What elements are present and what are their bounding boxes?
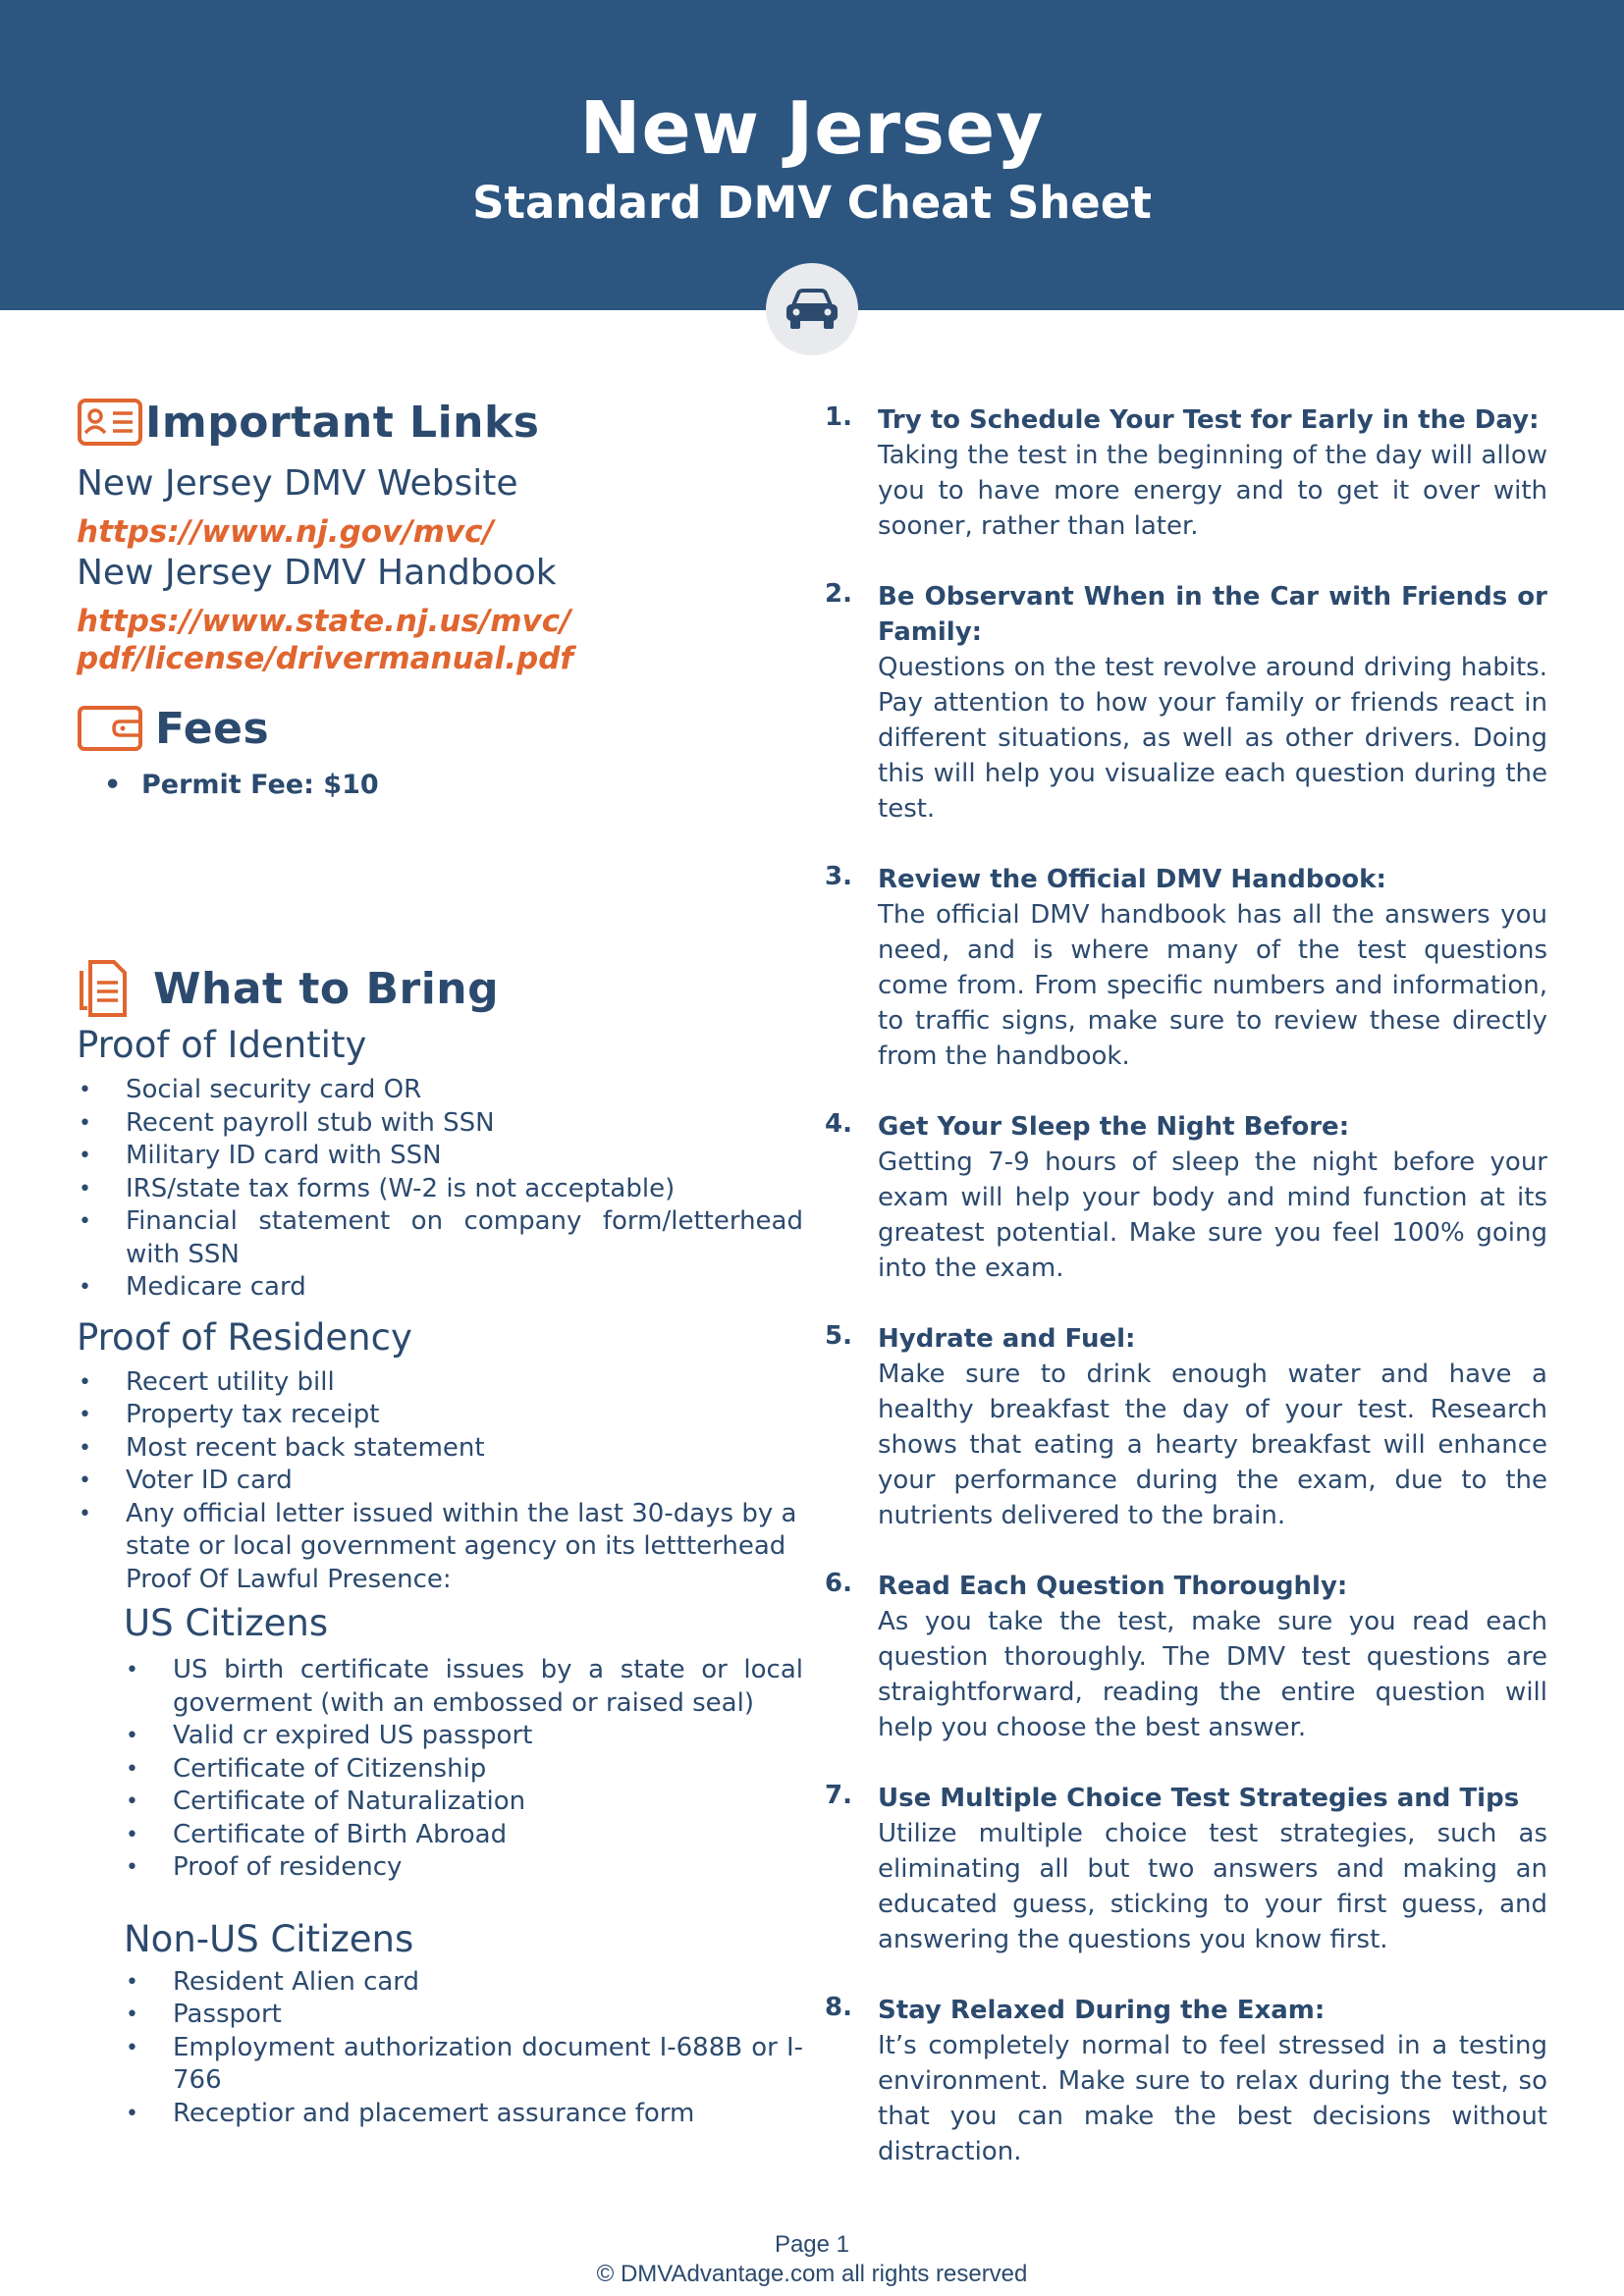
tip-title: Be Observant When in the Car with Friends or Family: (878, 582, 1547, 647)
tip-item (825, 1993, 1547, 2169)
tip-number: 7. (825, 1781, 852, 1810)
tip-body: Make sure to drink enough water and have a healthy breakfast the day of your test. Research shows that eating a hearty breakfast will enhance your performance during the exam, due to the nutrients delivered to the brain. (878, 1360, 1547, 1530)
tip-item (825, 1569, 1547, 1745)
list-item: • Permit Fee: $10 (104, 770, 379, 800)
fee-text: Permit Fee: $10 (141, 770, 379, 800)
list-item: • IRS/state tax forms (W-2 is not acceptable) (77, 1173, 803, 1206)
list-item: • Employment authorization document I-688B or I-766 (124, 2032, 803, 2098)
tip-body: Questions on the test revolve around driving habits. Pay attention to how your family or friends react in different situations, as well as other drivers. Doing this will help you visualize each question during the test. (878, 653, 1547, 824)
link-url-line[interactable]: https://www.state.nj.us/mvc/ (77, 604, 571, 639)
tip-item (825, 579, 1547, 827)
wallet-icon (77, 704, 143, 753)
fees-heading: Fees (155, 703, 270, 754)
page-title: New Jersey (579, 86, 1045, 171)
list-item: • Financial statement on company form/letterhead with SSN (77, 1205, 803, 1271)
list-item: • Proof of residency (124, 1851, 803, 1885)
link-label: New Jersey DMV Website (77, 463, 518, 504)
bring-heading-row (77, 959, 803, 1018)
tip-title: Use Multiple Choice Test Strategies and Tips (878, 1784, 1520, 1813)
page-subtitle: Standard DMV Cheat Sheet (472, 177, 1152, 229)
tip-title: Hydrate and Fuel: (878, 1324, 1136, 1354)
tip-body: It’s completely normal to feel stressed in a testing environment. Make sure to relax during the test, so that you can make the best decisions without distraction. (878, 2031, 1547, 2166)
list-item: • Recent payroll stub with SSN (77, 1107, 803, 1141)
list-item: • Recert utility bill (77, 1366, 803, 1400)
id-card-icon (77, 398, 143, 447)
list-item: • Receptior and placemert assurance form (124, 2098, 803, 2131)
link-url-line[interactable]: pdf/license/drivermanual.pdf (77, 641, 573, 676)
bring-heading: What to Bring (153, 963, 500, 1014)
residency-heading: Proof of Residency (77, 1315, 412, 1359)
tip-number: 8. (825, 1993, 852, 2022)
tip-title: Try to Schedule Your Test for Early in the Day: (878, 405, 1540, 435)
car-icon (784, 288, 840, 331)
tip-number: 1. (825, 402, 852, 432)
tip-item (825, 862, 1547, 1074)
tip-title: Review the Official DMV Handbook: (878, 865, 1386, 894)
list-item: • Social security card OR (77, 1074, 803, 1107)
tips-column (825, 402, 1547, 2205)
list-item: • Resident Alien card (124, 1966, 803, 2000)
link-url[interactable] (77, 513, 803, 551)
tip-body: Utilize multiple choice test strategies, such as eliminating all but two answers and making an educated guess, sticking to your first guess, and answering the questions you know first. (878, 1819, 1547, 1954)
footer (0, 2230, 1624, 2289)
tip-item (825, 1109, 1547, 1286)
identity-list (77, 1074, 803, 1305)
non-us-citizens-heading: Non-US Citizens (124, 1917, 414, 1960)
list-item: • Certificate of Naturalization (124, 1786, 803, 1819)
tip-body: Getting 7-9 hours of sleep the night before your exam will help your body and mind function at its greatest potential. Make sure you feel 100% going into the exam. (878, 1148, 1547, 1283)
list-item: • Military ID card with SSN (77, 1140, 803, 1173)
car-badge (766, 263, 858, 355)
residency-list (77, 1366, 803, 1597)
list-item: • Medicare card (77, 1271, 803, 1305)
links-heading: Important Links (145, 397, 540, 448)
tip-title: Stay Relaxed During the Exam: (878, 1996, 1326, 2025)
list-item: • Valid cr expired US passport (124, 1720, 803, 1753)
non-us-citizens-list (124, 1966, 803, 2131)
tip-body: The official DMV handbook has all the answers you need, and is where many of the test questions come from. From specific numbers and information, to traffic signs, make sure to review these directly from the handbook. (878, 900, 1547, 1071)
list-item: • Most recent back statement (77, 1432, 803, 1466)
link-item (77, 553, 803, 677)
list-item: • Certificate of Birth Abroad (124, 1819, 803, 1852)
left-column (77, 393, 803, 2130)
list-item: • Passport (124, 1999, 803, 2032)
tip-item (825, 402, 1547, 544)
tip-title: Get Your Sleep the Night Before: (878, 1112, 1350, 1142)
tip-item (825, 1321, 1547, 1533)
list-item: • Certificate of Citizenship (124, 1753, 803, 1787)
link-item (77, 463, 803, 551)
tip-body: Taking the test in the beginning of the day will allow you to have more energy and to get it over with sooner, rather than later. (878, 441, 1547, 541)
us-citizens-heading: US Citizens (124, 1602, 329, 1644)
links-heading-row (77, 393, 803, 452)
identity-heading: Proof of Identity (77, 1024, 367, 1066)
list-item: • Any official letter issued within the last 30-days by a state or local government agency on its lettterhead Proof Of Lawful Presence: (77, 1498, 803, 1597)
list-item: • Voter ID card (77, 1465, 803, 1498)
tip-number: 4. (825, 1109, 852, 1139)
tip-number: 3. (825, 862, 852, 891)
page-number: Page 1 (774, 2231, 850, 2258)
tip-title: Read Each Question Thoroughly: (878, 1572, 1348, 1601)
fees-heading-row (77, 701, 803, 756)
fees-list (77, 770, 803, 800)
tip-number: 2. (825, 579, 852, 609)
link-url[interactable] (77, 603, 803, 677)
tip-number: 6. (825, 1569, 852, 1598)
us-citizens-block (77, 1602, 803, 2130)
link-label: New Jersey DMV Handbook (77, 553, 557, 593)
document-icon (79, 959, 128, 1018)
copyright: © DMVAdvantage.com all rights reserved (596, 2261, 1028, 2287)
list-item: • US birth certificate issues by a state or local goverment (with an embossed or raised seal) (124, 1654, 803, 1720)
us-citizens-list (124, 1654, 803, 1885)
tip-item (825, 1781, 1547, 1957)
link-url-line[interactable]: https://www.nj.gov/mvc/ (77, 514, 494, 550)
tip-body: As you take the test, make sure you read each question thoroughly. The DMV test questions are straightforward, reading the entire question will help you choose the best answer. (878, 1607, 1547, 1742)
list-item: • Property tax receipt (77, 1399, 803, 1432)
tip-number: 5. (825, 1321, 852, 1351)
